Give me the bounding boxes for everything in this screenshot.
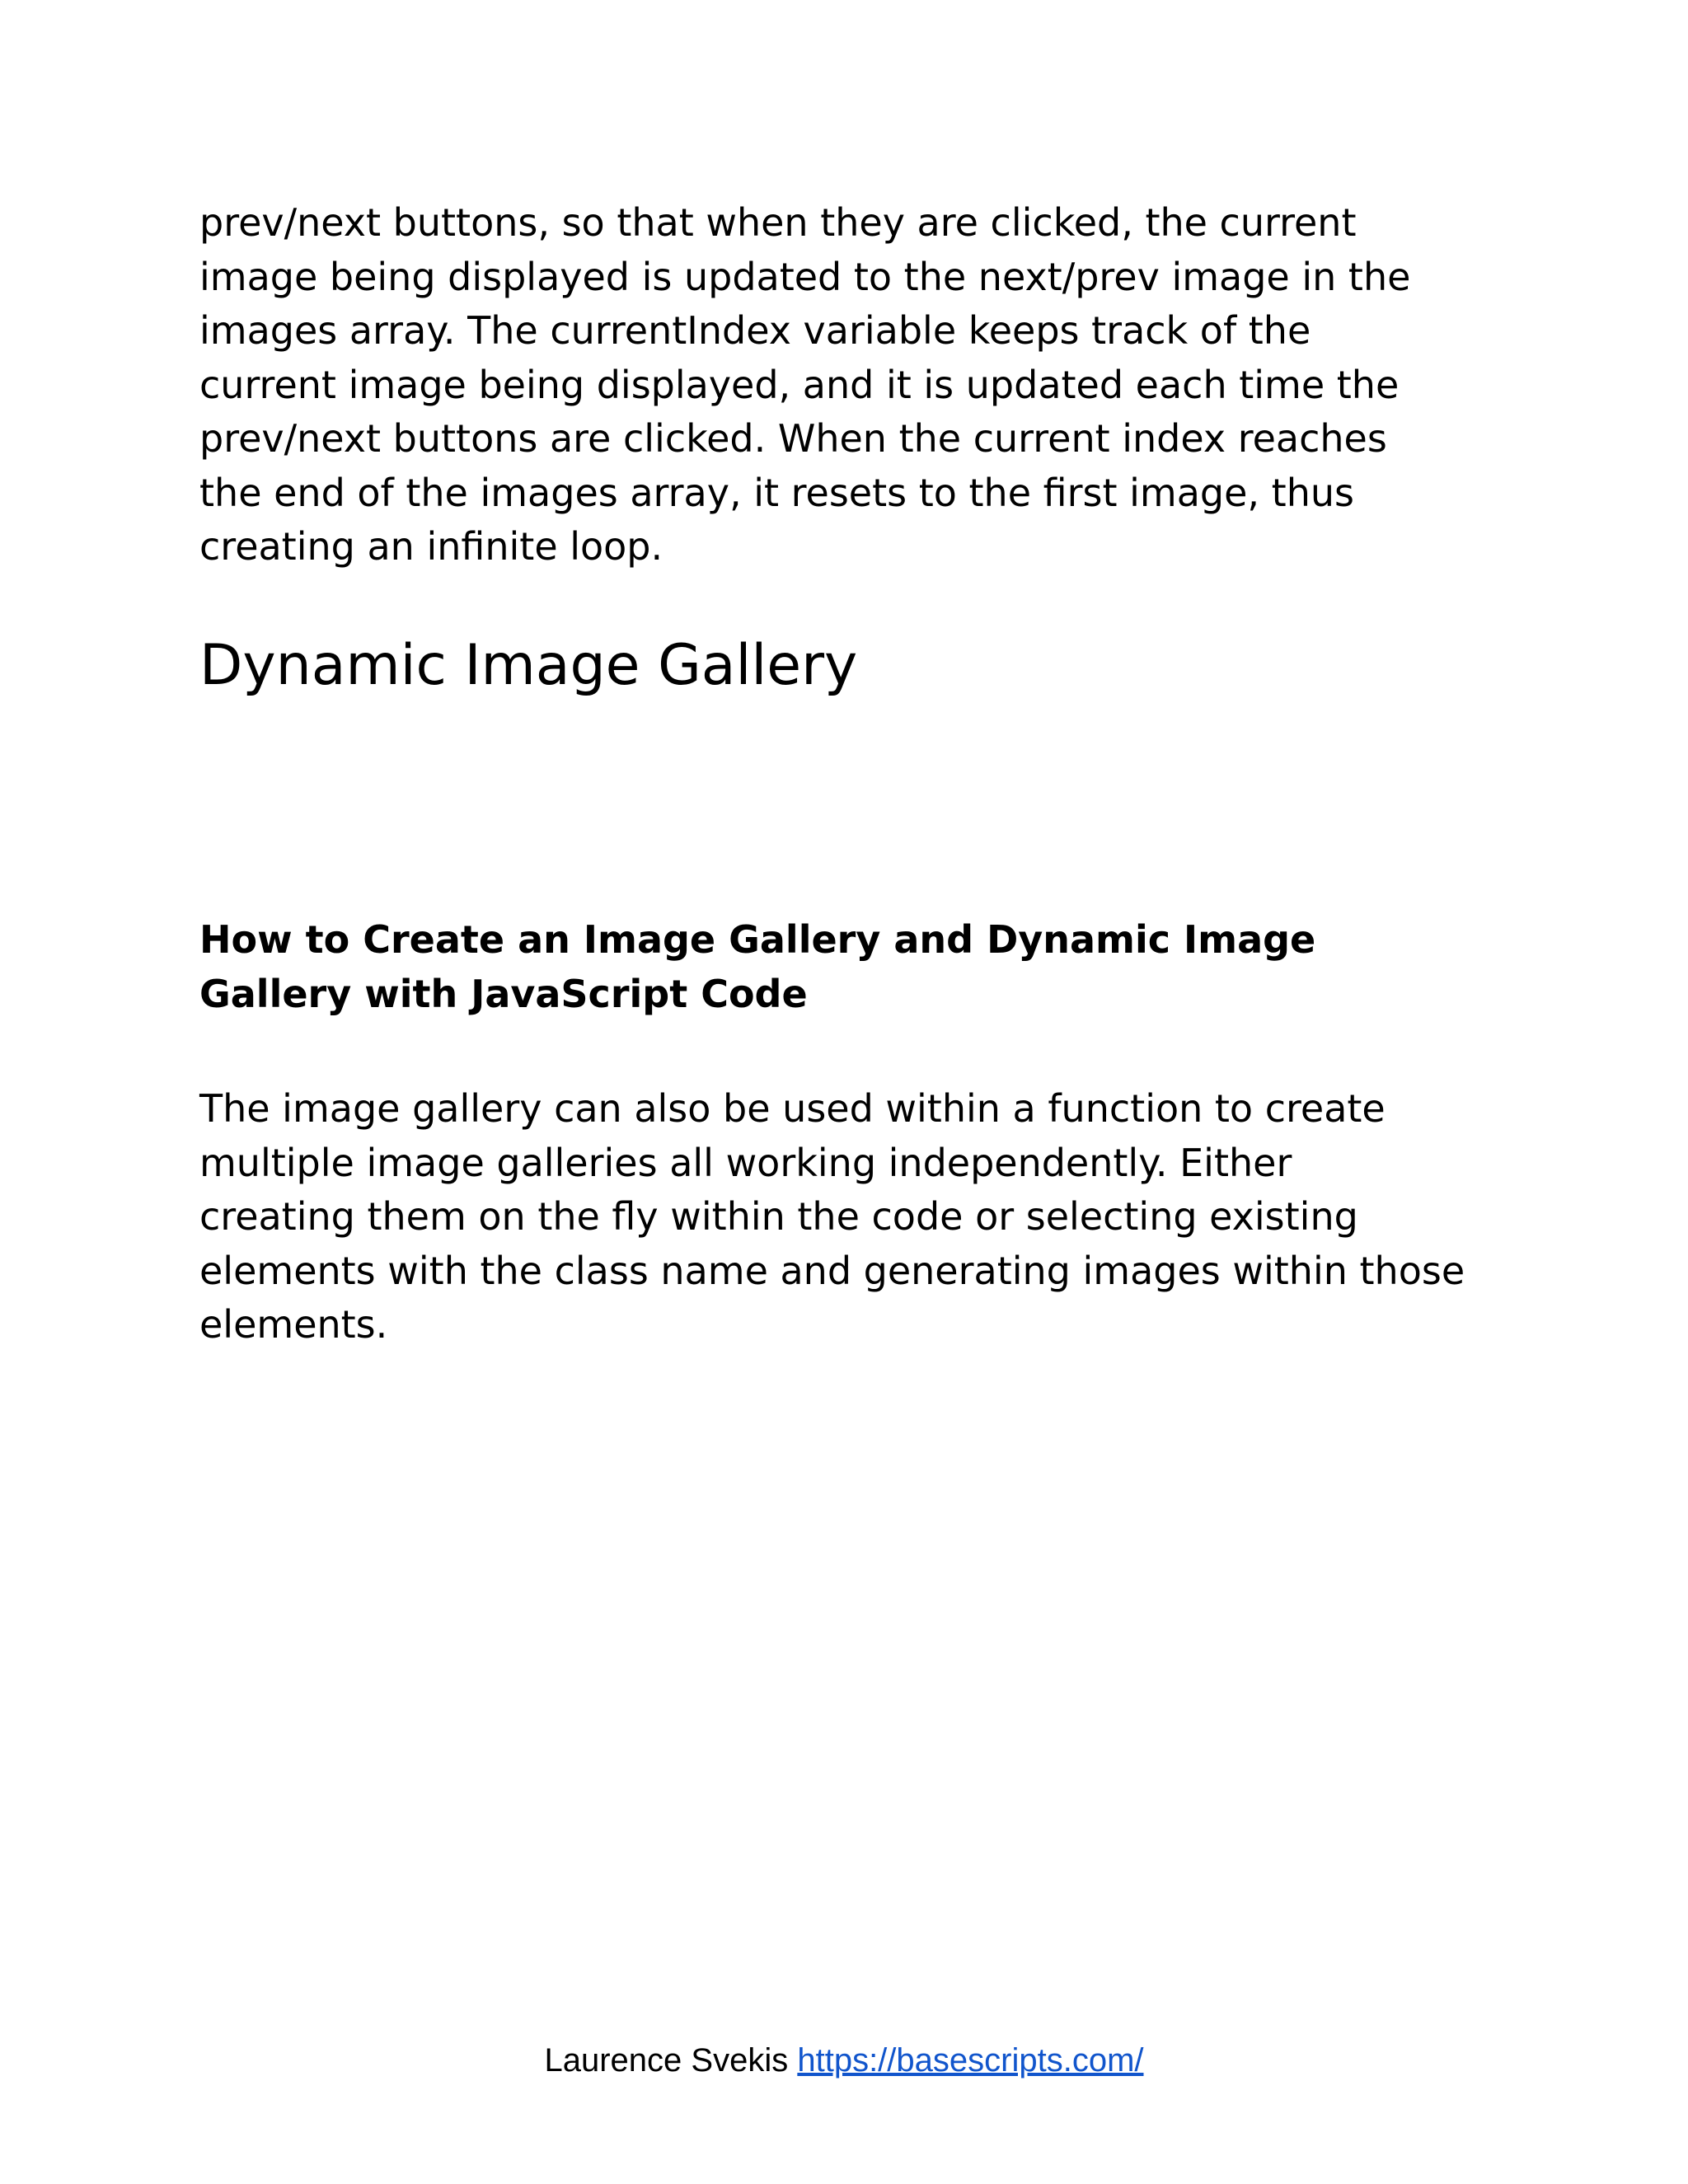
page-footer	[0, 2040, 1688, 2081]
footer-author: Laurence Svekis	[544, 2042, 789, 2079]
footer-link[interactable]: https://basescripts.com/	[797, 2042, 1144, 2079]
section-subheading: How to Create an Image Gallery and Dynamic Image Gallery with JavaScript Code	[199, 917, 1316, 1016]
section-heading: Dynamic Image Gallery	[199, 633, 858, 698]
intro-paragraph: prev/next buttons, so that when they are clicked, the current image being displayed is updated to the next/prev image in the images array. The currentIndex variable keeps track of the current image being displayed, and it is updated each time the prev/next buttons are clicked. When the current index reaches the end of the images array, it resets to the first image, thus creating an infinite loop.	[199, 200, 1411, 569]
page-content	[199, 196, 1535, 1347]
body-paragraph: The image gallery can also be used within a function to create multiple image galleries all working independently. Either creating them on the fly within the code or selecting existing elements with the class name and generating images within those elements.	[199, 1086, 1465, 1347]
